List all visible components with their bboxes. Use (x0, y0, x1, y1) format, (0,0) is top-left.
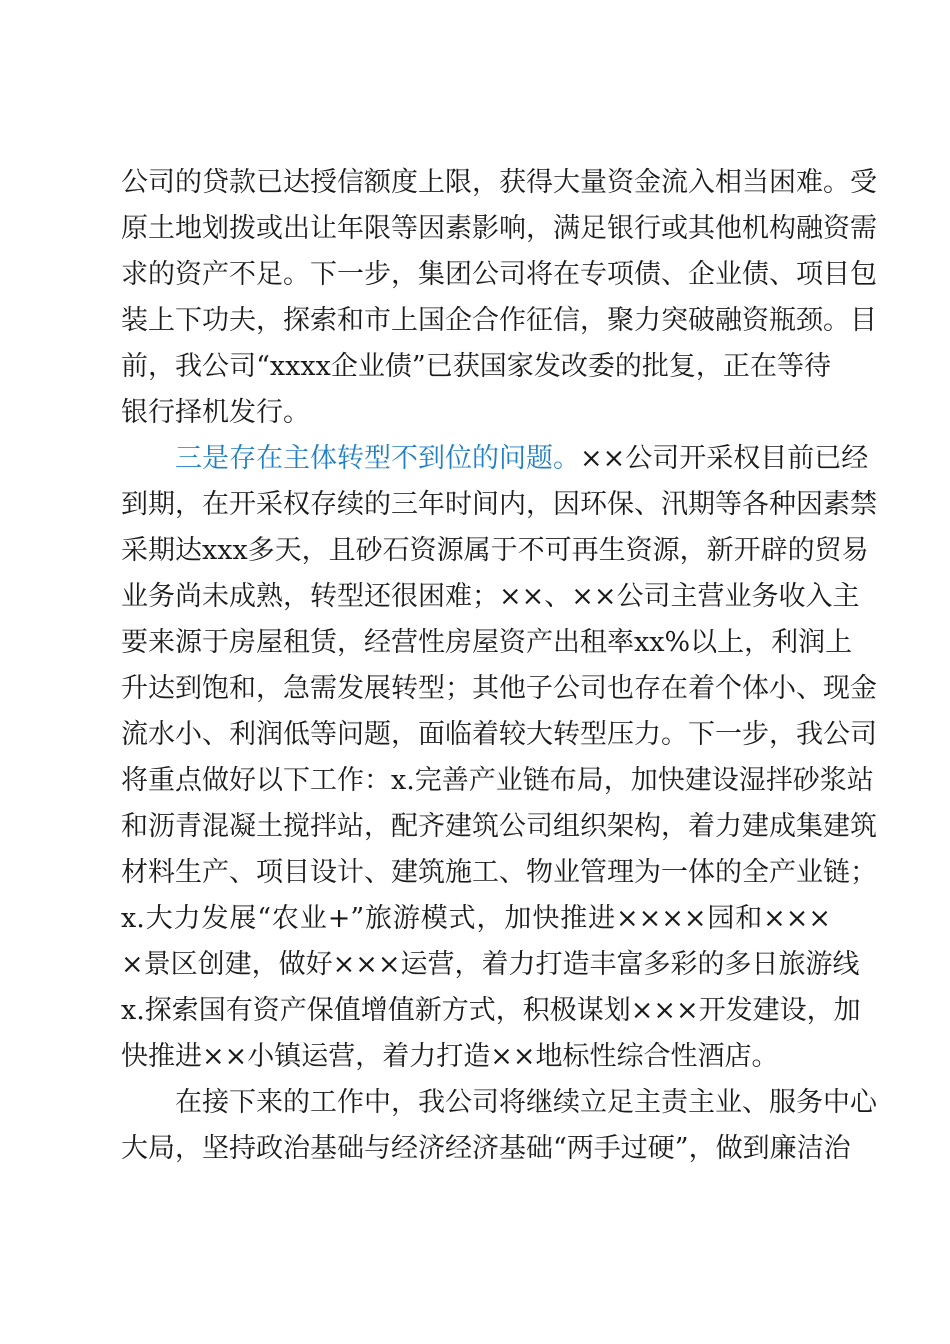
paragraph-line: 银行择机发行。 (121, 397, 310, 428)
paragraph-line: 材料生产、项目设计、建筑施工、物业管理为一体的全产业链； (121, 857, 877, 888)
paragraph-line: 到期，在开采权存续的三年时间内，因环保、汛期等各种因素禁 (121, 489, 877, 520)
paragraph-line: 公司的贷款已达授信额度上限，获得大量资金流入相当困难。受 (121, 167, 877, 198)
section-heading: 三是存在主体转型不到位的问题。 (175, 443, 580, 474)
paragraph-line: x.大力发展“农业+”旅游模式，加快推进××××园和××× (121, 903, 831, 934)
paragraph-line: 要来源于房屋租赁，经营性房屋资产出租率xx%以上，利润上 (121, 627, 853, 658)
paragraph-line: 采期达xxx多天，且砂石资源属于不可再生资源，新开辟的贸易 (121, 535, 869, 566)
paragraph-first-line (175, 436, 869, 482)
paragraph-line: 装上下功夫，探索和市上国企合作征信，聚力突破融资瓶颈。目 (121, 305, 877, 336)
paragraph-first-line: 在接下来的工作中，我公司将继续立足主责主业、服务中心 (175, 1087, 877, 1118)
paragraph-line: 流水小、利润低等问题，面临着较大转型压力。下一步，我公司 (121, 719, 877, 750)
paragraph-line: 大局，坚持政治基础与经济经济基础“两手过硬”，做到廉洁治 (121, 1133, 851, 1164)
paragraph-line: 业务尚未成熟，转型还很困难；××、××公司主营业务收入主 (121, 581, 860, 612)
paragraph-line: 前，我公司“xxxx企业债”已获国家发改委的批复，正在等待 (121, 351, 831, 382)
paragraph-line: 和沥青混凝土搅拌站，配齐建筑公司组织架构，着力建成集建筑 (121, 811, 877, 842)
paragraph-line: x.探索国有资产保值增值新方式，积极谋划×××开发建设，加 (121, 995, 861, 1026)
paragraph-line: 快推进××小镇运营，着力打造××地标性综合性酒店。 (121, 1041, 779, 1072)
heading-line-rest: ××公司开采权目前已经 (580, 443, 869, 474)
paragraph-line: ×景区创建，做好×××运营，着力打造丰富多彩的多日旅游线 (121, 949, 860, 980)
paragraph-line: 将重点做好以下工作：x.完善产业链布局，加快建设湿拌砂浆站 (121, 765, 874, 796)
paragraph-line: 升达到饱和，急需发展转型；其他子公司也存在着个体小、现金 (121, 673, 877, 704)
paragraph-line: 求的资产不足。下一步，集团公司将在专项债、企业债、项目包 (121, 259, 877, 290)
paragraph-line: 原土地划拨或出让年限等因素影响，满足银行或其他机构融资需 (121, 213, 877, 244)
